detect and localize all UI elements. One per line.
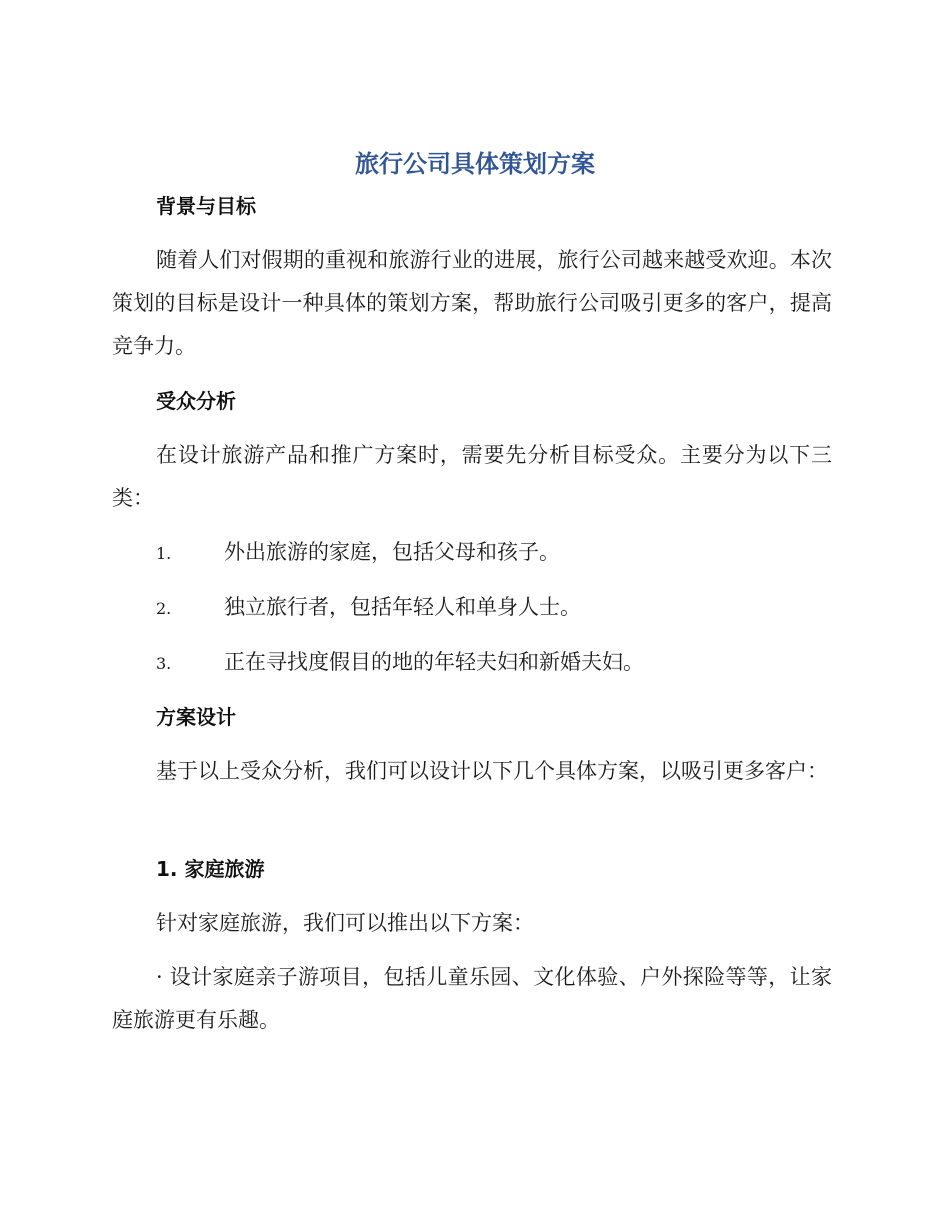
list-item-text: 独立旅行者，包括年轻人和单身人士。 xyxy=(224,595,581,619)
sub-heading-family-travel: 1. 家庭旅游 xyxy=(156,857,265,881)
audience-paragraph: 在设计旅游产品和推广方案时，需要先分析目标受众。主要分为以下三类： xyxy=(112,443,832,510)
family-travel-bullet: · 设计家庭亲子游项目，包括儿童乐园、文化体验、户外探险等等，让家庭旅游更有乐趣。 xyxy=(112,965,832,1032)
list-item-text: 外出旅游的家庭，包括父母和孩子。 xyxy=(224,540,560,564)
list-item-text: 正在寻找度假目的地的年轻夫妇和新婚夫妇。 xyxy=(224,650,644,674)
design-paragraph: 基于以上受众分析，我们可以设计以下几个具体方案，以吸引更多客户： xyxy=(156,759,828,783)
background-paragraph: 随着人们对假期的重视和旅游行业的进展，旅行公司越来越受欢迎。本次策划的目标是设计一种具体的策划方案，帮助旅行公司吸引更多的客户，提高竞争力。 xyxy=(112,248,832,358)
section-heading-design: 方案设计 xyxy=(156,705,236,729)
list-item-number: 1. xyxy=(156,544,172,563)
list-item xyxy=(156,592,581,624)
list-item xyxy=(156,537,560,569)
family-travel-paragraph: 针对家庭旅游，我们可以推出以下方案： xyxy=(156,911,534,935)
document-title: 旅行公司具体策划方案 xyxy=(355,150,595,178)
section-heading-audience: 受众分析 xyxy=(156,389,236,413)
list-item xyxy=(156,647,644,679)
list-item-number: 3. xyxy=(156,654,172,673)
list-item-number: 2. xyxy=(156,599,172,618)
section-heading-background: 背景与目标 xyxy=(156,194,256,218)
